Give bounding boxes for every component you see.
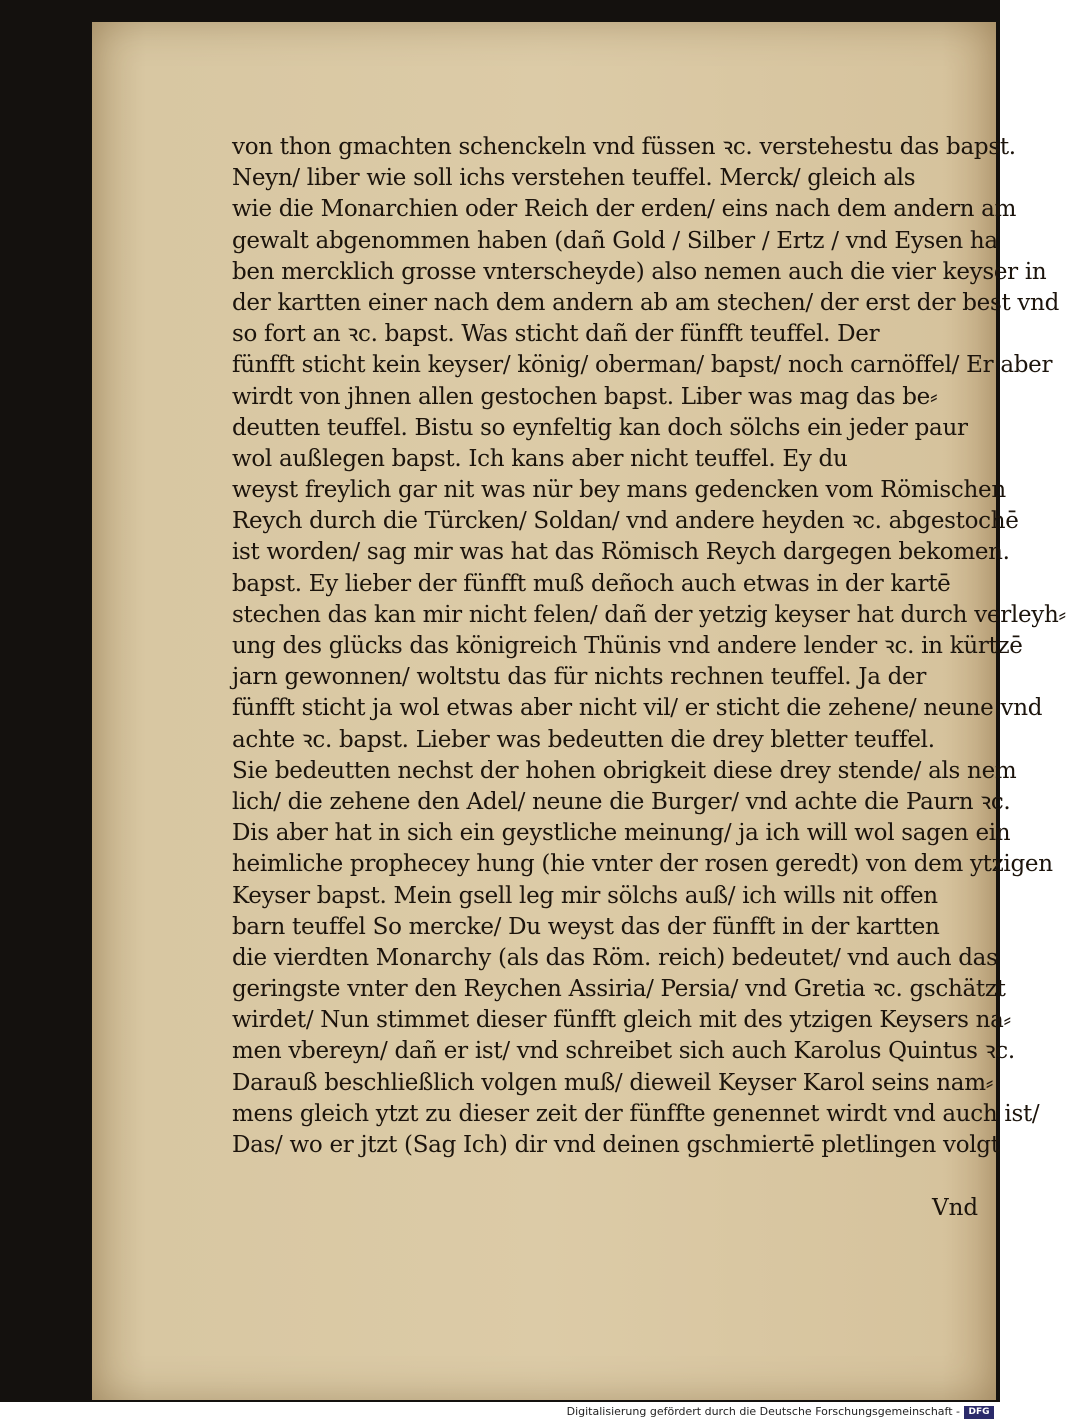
text-line: Neyn/ liber wie soll ichs verstehen teuffel. Merck/ gleich als [232, 165, 916, 192]
text-line: so fort an ꝛc. bapst. Was sticht dañ der fünfft teuffel. Der [232, 321, 880, 348]
text-line: wie die Monarchien oder Reich der erden/ eins nach dem andern am [232, 196, 1017, 223]
dfg-logo-icon: DFG [964, 1406, 994, 1419]
text-line: wirdet/ Nun stimmet dieser fünfft gleich mit des ytzigen Keysers na⸗ [232, 1007, 1011, 1034]
text-line: geringste vnter den Reychen Assiria/ Persia/ vnd Gretia ꝛc. gschätzt [232, 976, 1006, 1003]
text-line: ung des glücks das königreich Thünis vnd andere lender ꝛc. in kürtzē [232, 633, 1023, 659]
catchword: Vnd [932, 1195, 979, 1221]
funding-credit: Digitalisierung gefördert durch die Deutsche Forschungsgemeinschaft - [566, 1405, 960, 1418]
text-line: Sie bedeutten nechst der hohen obrigkeit diese drey stende/ als nem [232, 757, 1017, 784]
text-line: ist worden/ sag mir was hat das Römisch Reych dargegen bekomen. [232, 539, 1010, 566]
text-line: jarn gewonnen/ woltstu das für nichts rechnen teuffel. Ja der [232, 664, 927, 691]
text-line: deutten teuffel. Bistu so eynfeltig kan doch sölchs ein jeder paur [232, 414, 968, 441]
text-line: Darauß beschließlich volgen muß/ dieweil Keyser Karol seins nam⸗ [232, 1069, 994, 1096]
text-line: Das/ wo er jtzt (Sag Ich) dir vnd deinen gschmiertē pletlingen volgt [232, 1132, 1000, 1158]
text-line: gewalt abgenommen haben (dañ Gold / Silber / Ertz / vnd Eysen ha [232, 227, 998, 254]
text-line: ben mercklich grosse vnterscheyde) also nemen auch die vier keyser in [232, 258, 1047, 285]
text-line: lich/ die zehene den Adel/ neune die Burger/ vnd achte die Paurn ꝛc. [232, 788, 1011, 815]
text-line: mens gleich ytzt zu dieser zeit der fünffte genennet wirdt vnd auch ist/ [232, 1100, 1040, 1127]
text-line: Keyser bapst. Mein gsell leg mir sölchs auß/ ich wills nit offen [232, 882, 938, 909]
footer-bar [0, 1402, 1000, 1423]
text-line: bapst. Ey lieber der fünfft muß deñoch auch etwas in der kartē [232, 570, 951, 597]
book-page [92, 22, 1066, 1400]
text-line: fünfft sticht ja wol etwas aber nicht vil/ er sticht die zehene/ neune vnd [232, 695, 1043, 722]
text-line: Dis aber hat in sich ein geystliche meinung/ ja ich will wol sagen ein [232, 820, 1011, 847]
page-text [232, 132, 1066, 1161]
text-line: die vierdten Monarchy (als das Röm. reich) bedeutet/ vnd auch das [232, 944, 998, 971]
text-line: stechen das kan mir nicht felen/ dañ der yetzig keyser hat durch verleyh⸗ [232, 601, 1066, 628]
text-line: achte ꝛc. bapst. Lieber was bedeutten die drey bletter teuffel. [232, 726, 935, 753]
text-line: fünfft sticht kein keyser/ könig/ oberman/ bapst/ noch carnöffel/ Er aber [232, 352, 1053, 379]
text-line: von thon gmachten schenckeln vnd füssen ꝛc. verstehestu das bapst. [232, 134, 1016, 160]
text-line: wirdt von jhnen allen gestochen bapst. Liber was mag das be⸗ [232, 383, 938, 410]
text-line: barn teuffel So mercke/ Du weyst das der fünfft in der kartten [232, 913, 940, 940]
text-line: weyst freylich gar nit was nür bey mans gedencken vom Römischen [232, 477, 1006, 504]
text-line: wol außlegen bapst. Ich kans aber nicht teuffel. Ey du [232, 445, 848, 472]
text-line: der kartten einer nach dem andern ab am stechen/ der erst der best vnd [232, 289, 1060, 316]
text-line: Reych durch die Türcken/ Soldan/ vnd andere heyden ꝛc. abgestochē [232, 508, 1019, 535]
text-line: men vbereyn/ dañ er ist/ vnd schreibet sich auch Karolus Quintus ꝛc. [232, 1038, 1015, 1065]
text-line: heimliche prophecey hung (hie vnter der rosen geredt) von dem ytzigen [232, 851, 1053, 878]
